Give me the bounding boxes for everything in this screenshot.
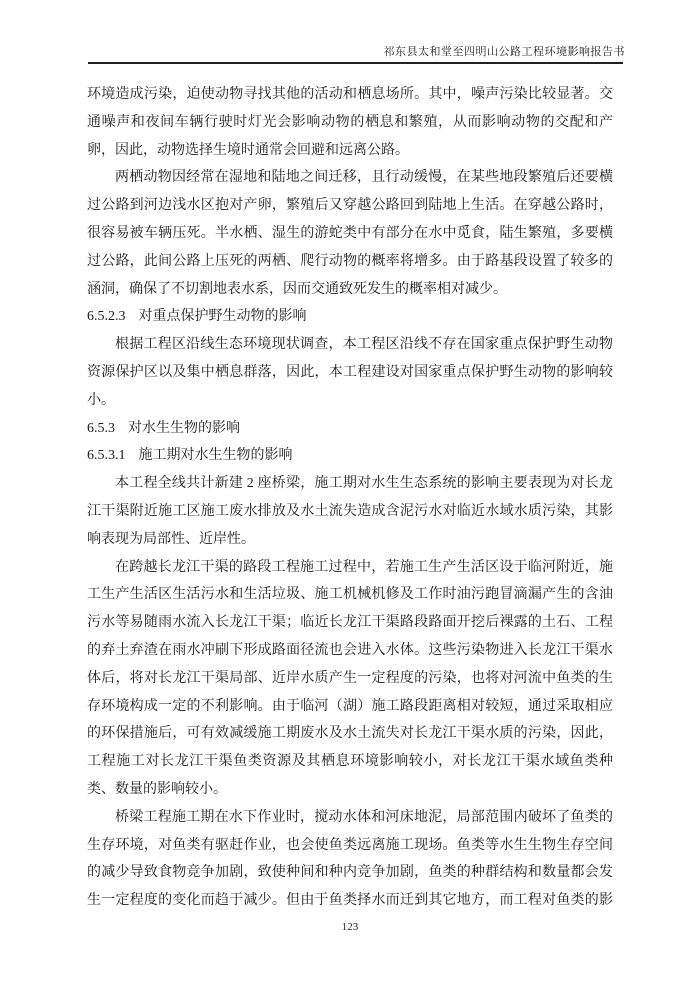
text-line: 桥梁工程施工期在水下作业时，搅动水体和河床地泥，局部范围内破坏了鱼类的 <box>115 809 613 825</box>
page-footer <box>0 921 700 933</box>
heading-line <box>87 415 613 443</box>
text-line: 工程施工对长龙江干渠鱼类资源及其栖息环境影响较小，对长龙江干渠水域鱼类种 <box>87 754 613 770</box>
section-heading <box>87 415 613 443</box>
text-line: 过公路，此间公路上压死的两栖、爬行动物的概率将增多。由于路基段设置了较多的 <box>87 253 613 269</box>
text-line: 生一定程度的变化而趋于减少。但由于鱼类择水而迁到其它地方，而工程对鱼类的影 <box>87 893 613 909</box>
paragraph <box>87 81 613 164</box>
text-line: 两栖动物因经常在湿地和陆地之间迁移，且行动缓慢，在某些地段繁殖后还要横 <box>115 170 613 186</box>
text-line: 通噪声和夜间车辆行驶时灯光会影响动物的栖息和繁殖，从而影响动物的交配和产 <box>87 114 613 130</box>
text-line: 卵，因此，动物选择生境时通常会回避和远离公路。 <box>87 142 409 158</box>
text-line: 体后，将对长龙江干渠局部、近岸水质产生一定程度的污染，也将对河流中鱼类的生 <box>87 670 613 686</box>
paragraph <box>87 470 613 553</box>
text-line: 江干渠附近施工区施工废水排放及水土流失造成含泥污水对临近水域水质污染，其影 <box>87 503 613 519</box>
text-line: 工生产生活区生活污水和生活垃圾、施工机械机修及工作时油污跑冒滴漏产生的含油 <box>87 587 613 603</box>
heading-number: 6.5.3 <box>87 420 115 436</box>
paragraph <box>87 554 613 804</box>
document-body <box>87 81 613 915</box>
text-line: 生存环境，对鱼类有驱赶作业，也会使鱼类远离施工现场。鱼类等水生生物生存空间 <box>87 837 613 853</box>
heading-title: 施工期对水生生物的影响 <box>138 448 293 464</box>
text-line: 资源保护区以及集中栖息群落，因此，本工程建设对国家重点保护野生动物的影响较 <box>87 364 613 380</box>
heading-number: 6.5.3.1 <box>87 448 126 464</box>
text-line: 小。 <box>87 392 115 408</box>
running-header-title: 祁东县太和堂至四明山公路工程环境影响报告书 <box>383 46 625 58</box>
paragraph <box>87 331 613 414</box>
paragraph <box>87 804 613 915</box>
page-number: 123 <box>341 921 359 933</box>
section-heading <box>87 303 613 331</box>
text-line: 污水等易随雨水流入长龙江干渠；临近长龙江干渠路段路面开挖后裸露的土石、工程 <box>87 615 613 631</box>
heading-line <box>87 303 613 331</box>
text-line: 的弃土弃渣在雨水冲刷下形成路面径流也会进入水体。这些污染物进入长龙江干渠水 <box>87 642 613 658</box>
heading-title: 对水生生物的影响 <box>128 420 240 436</box>
text-line: 类、数量的影响较小。 <box>87 781 227 797</box>
text-line: 环境造成污染，迫使动物寻找其他的活动和栖息场所。其中，噪声污染比较显著。交 <box>87 87 613 102</box>
header-rule <box>88 62 623 64</box>
text-line: 的减少导致食物竞争加剧，致使种间和种内竞争加剧，鱼类的种群结构和数量都会发 <box>87 865 613 881</box>
text-line: 本工程全线共计新建 2 座桥梁，施工期对水生生态系统的影响主要表现为对长龙 <box>115 476 613 492</box>
text-line: 存环境构成一定的不利影响。由于临河（湖）施工路段距离相对较短，通过采取相应 <box>87 698 613 714</box>
heading-title: 对重点保护野生动物的影响 <box>138 309 307 325</box>
page-header <box>384 43 626 59</box>
text-line: 在跨越长龙江干渠的路段工程施工过程中，若施工生产生活区设于临河附近，施 <box>115 559 613 575</box>
text-line: 的环保措施后，可有效减缓施工期废水及水土流失对长龙江干渠水质的污染，因此， <box>87 726 613 742</box>
heading-line <box>87 442 613 470</box>
text-line: 根据工程区沿线生态环境现状调查，本工程区沿线不存在国家重点保护野生动物 <box>115 337 613 353</box>
text-line: 过公路到河边浅水区抱对产卵，繁殖后又穿越公路回到陆地上生活。在穿越公路时， <box>87 198 613 214</box>
section-heading <box>87 442 613 470</box>
paragraph <box>87 164 613 303</box>
text-line: 涵洞，确保了不切割地表水系，因而交通致死发生的概率相对减少。 <box>87 281 507 297</box>
text-line: 响表现为局部性、近岸性。 <box>87 531 255 547</box>
heading-number: 6.5.2.3 <box>87 309 126 325</box>
text-line: 很容易被车辆压死。半水栖、湿生的游蛇类中有部分在水中觅食，陆生繁殖，多要横 <box>87 225 613 241</box>
